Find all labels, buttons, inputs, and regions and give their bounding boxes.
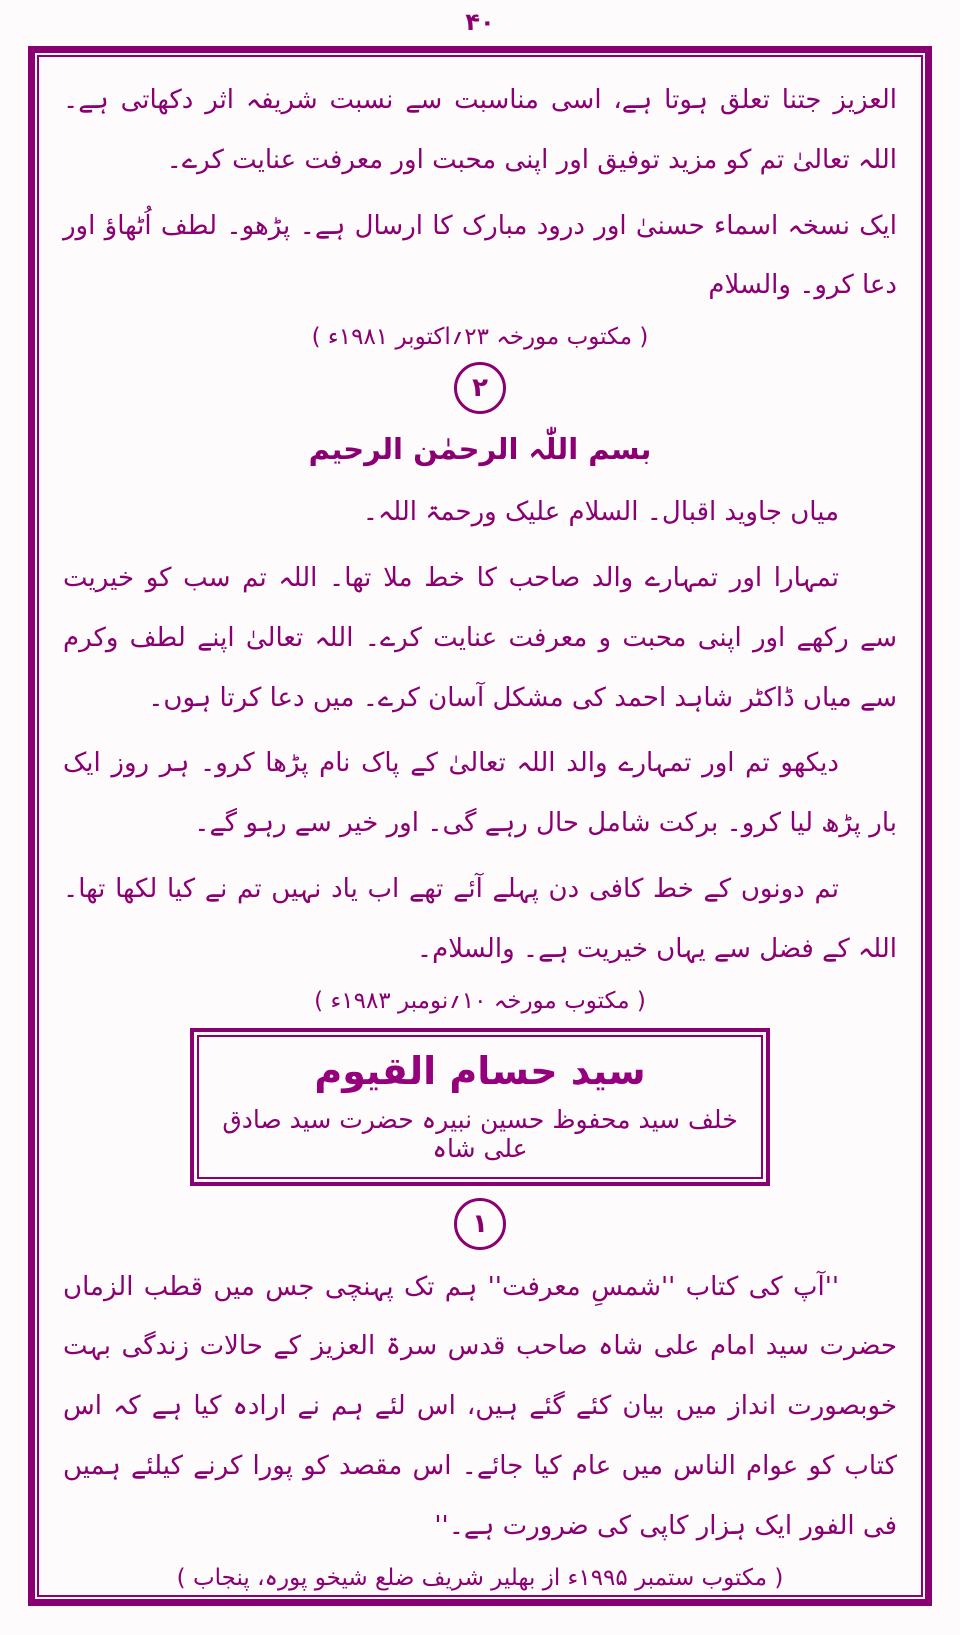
letter2-paragraph-2: دیکھو تم اور تمہارے والد اللہ تعالیٰ کے پاک نام پڑھا کرو۔ ہر روز ایک بار پڑھ لیا کرو۔ برکت شامل حال رہے گی۔ اور خیر سے رہو گے۔ bbox=[63, 748, 897, 839]
page-frame bbox=[28, 46, 932, 1606]
letter3-number-row bbox=[63, 1198, 897, 1250]
page-content bbox=[63, 71, 897, 1591]
letter2-number-row bbox=[63, 362, 897, 414]
letter2-date-line: ( مکتوب مورخہ ۱۰؍نومبر ۱۹۸۳ء ) bbox=[314, 987, 646, 1014]
letter2-salutation: میاں جاوید اقبال۔ السلام علیک ورحمۃ اللہ۔ bbox=[362, 497, 839, 528]
section-title: سید حسام القیوم bbox=[314, 1048, 646, 1093]
page-frame-inner bbox=[37, 55, 923, 1597]
letter2-number-badge: ۲ bbox=[454, 362, 506, 414]
letter1-paragraph-1: العزیز جتنا تعلق ہوتا ہے، اسی مناسبت سے نسبت شریفہ اثر دکھاتی ہے۔ اللہ تعالیٰ تم کو مزید توفیق اور اپنی محبت اور معرفت عنایت کرے۔ bbox=[63, 85, 897, 175]
letter2-paragraph-3: تم دونوں کے خط کافی دن پہلے آئے تھے اب یاد نہیں تم نے کیا لکھا تھا۔ اللہ کے فضل سے یہاں خیریت ہے۔ والسلام۔ bbox=[63, 874, 897, 964]
section-box-wrap bbox=[63, 1028, 897, 1186]
section-box bbox=[190, 1028, 770, 1186]
page-number: ۴۰ bbox=[465, 8, 495, 36]
section-subtitle: خلف سید محفوظ حسین نبیرہ حضرت سید صادق علی شاہ bbox=[222, 1104, 738, 1163]
letter2-paragraph-1: تمہارا اور تمہارے والد صاحب کا خط ملا تھا۔ اللہ تم سب کو خیریت سے رکھے اور اپنی محبت و معرفت عنایت کرے۔ اللہ تعالیٰ اپنے لطف وکرم سے میاں ڈاکٹر شاہد احمد کی مشکل آسان کرے۔ میں دعا کرتا ہوں۔ bbox=[63, 563, 897, 713]
letter1-paragraph-2: ایک نسخہ اسماء حسنیٰ اور درود مبارک کا ارسال ہے۔ پڑھو۔ لطف اُٹھاؤ اور دعا کرو۔ والسلام bbox=[63, 210, 897, 301]
section-box-inner bbox=[197, 1035, 763, 1179]
letter1-date-line: ( مکتوب مورخہ ۲۳؍اکتوبر ۱۹۸۱ء ) bbox=[311, 324, 649, 351]
letter3-paragraph-1: ''آپ کی کتاب ''شمسِ معرفت'' ہم تک پہنچی جس میں قطب الزماں حضرت سید امام علی شاہ صاحب قدس سرۃ العزیز کے حالات زندگی بہت خوبصورت انداز میں بیان کئے گئے ہیں، اس لئے ہم نے ارادہ کیا ہے کہ اس کتاب کو عوام الناس میں عام کیا جائے۔ اس مقصد کو پورا کرنے کیلئے ہمیں فی الفور ایک ہزار کاپی کی ضرورت ہے۔'' bbox=[63, 1271, 897, 1541]
letter3-number-badge: ۱ bbox=[454, 1198, 506, 1250]
letter3-date-line: ( مکتوب ستمبر ۱۹۹۵ء از بھلیر شریف ضلع شیخو پورہ، پنجاب ) bbox=[176, 1564, 784, 1591]
bismillah-heading: بسم اللّٰہ الرحمٰن الرحیم bbox=[308, 432, 652, 467]
